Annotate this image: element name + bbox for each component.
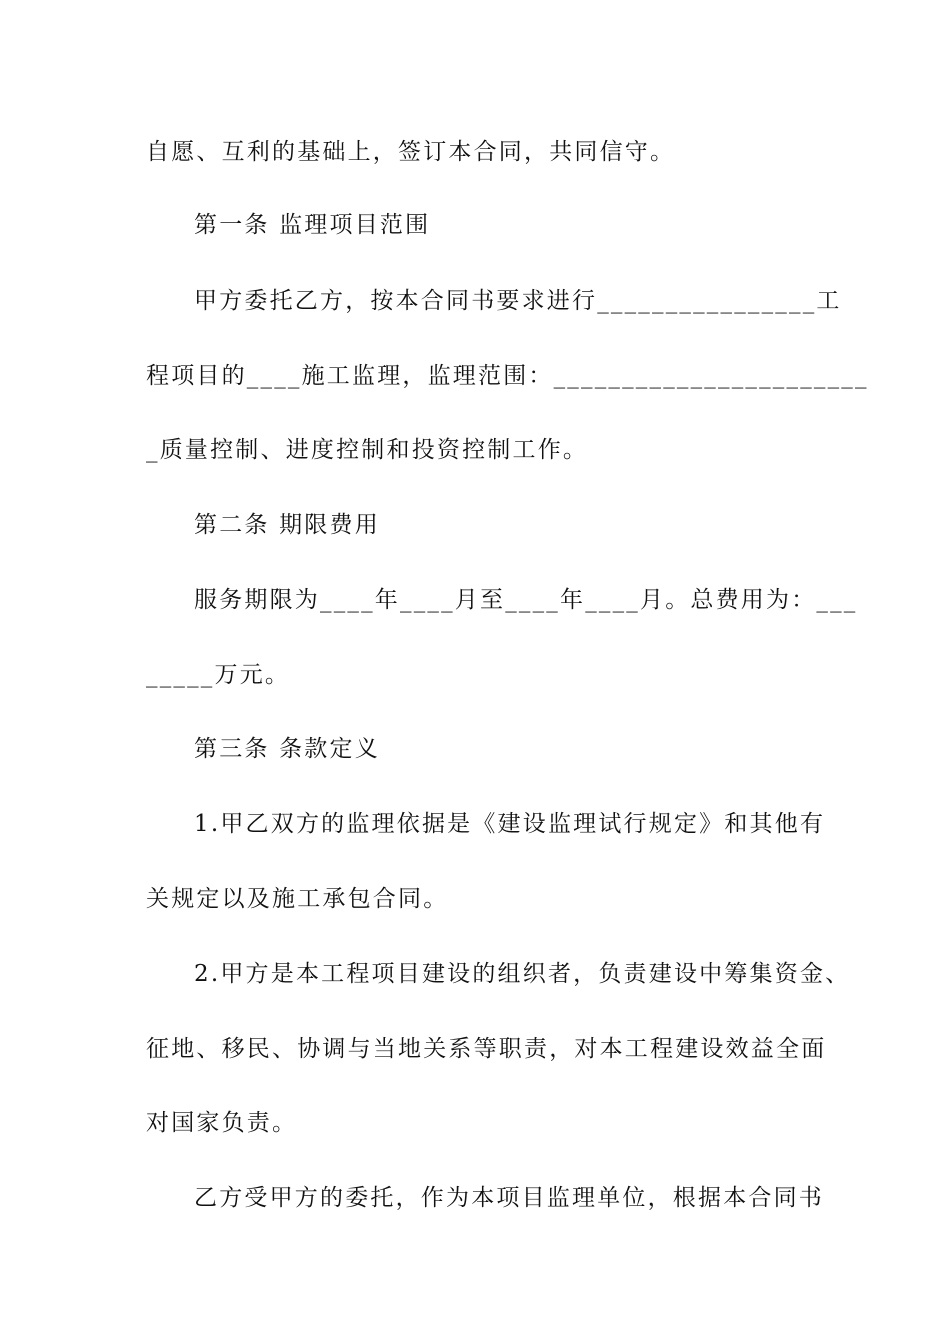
paragraph-line: _质量控制、进度控制和投资控制工作。 bbox=[146, 437, 589, 463]
paragraph-line: 1.甲乙双方的监理依据是《建设监理试行规定》和其他有 bbox=[194, 811, 826, 837]
paragraph-line: 甲方委托乙方，按本合同书要求进行________________工 bbox=[194, 288, 842, 314]
paragraph-line: 征地、移民、协调与当地关系等职责，对本工程建设效益全面 bbox=[146, 1036, 827, 1062]
paragraph-line: 自愿、互利的基础上，签订本合同，共同信守。 bbox=[146, 139, 676, 165]
paragraph-line: 程项目的____施工监理，监理范围：_______________________ bbox=[146, 363, 869, 389]
paragraph-line: _____万元。 bbox=[146, 662, 291, 688]
article-heading: 第一条 监理项目范围 bbox=[194, 212, 431, 238]
article-heading: 第二条 期限费用 bbox=[194, 512, 380, 538]
paragraph-line: 对国家负责。 bbox=[146, 1110, 298, 1136]
paragraph-line: 乙方受甲方的委托，作为本项目监理单位，根据本合同书 bbox=[194, 1185, 824, 1211]
article-heading: 第三条 条款定义 bbox=[194, 736, 380, 762]
paragraph-line: 关规定以及施工承包合同。 bbox=[146, 886, 449, 912]
paragraph-line: 2.甲方是本工程项目建设的组织者，负责建设中筹集资金、 bbox=[194, 961, 851, 987]
paragraph-line: 服务期限为____年____月至____年____月。总费用为：___ bbox=[194, 587, 858, 613]
